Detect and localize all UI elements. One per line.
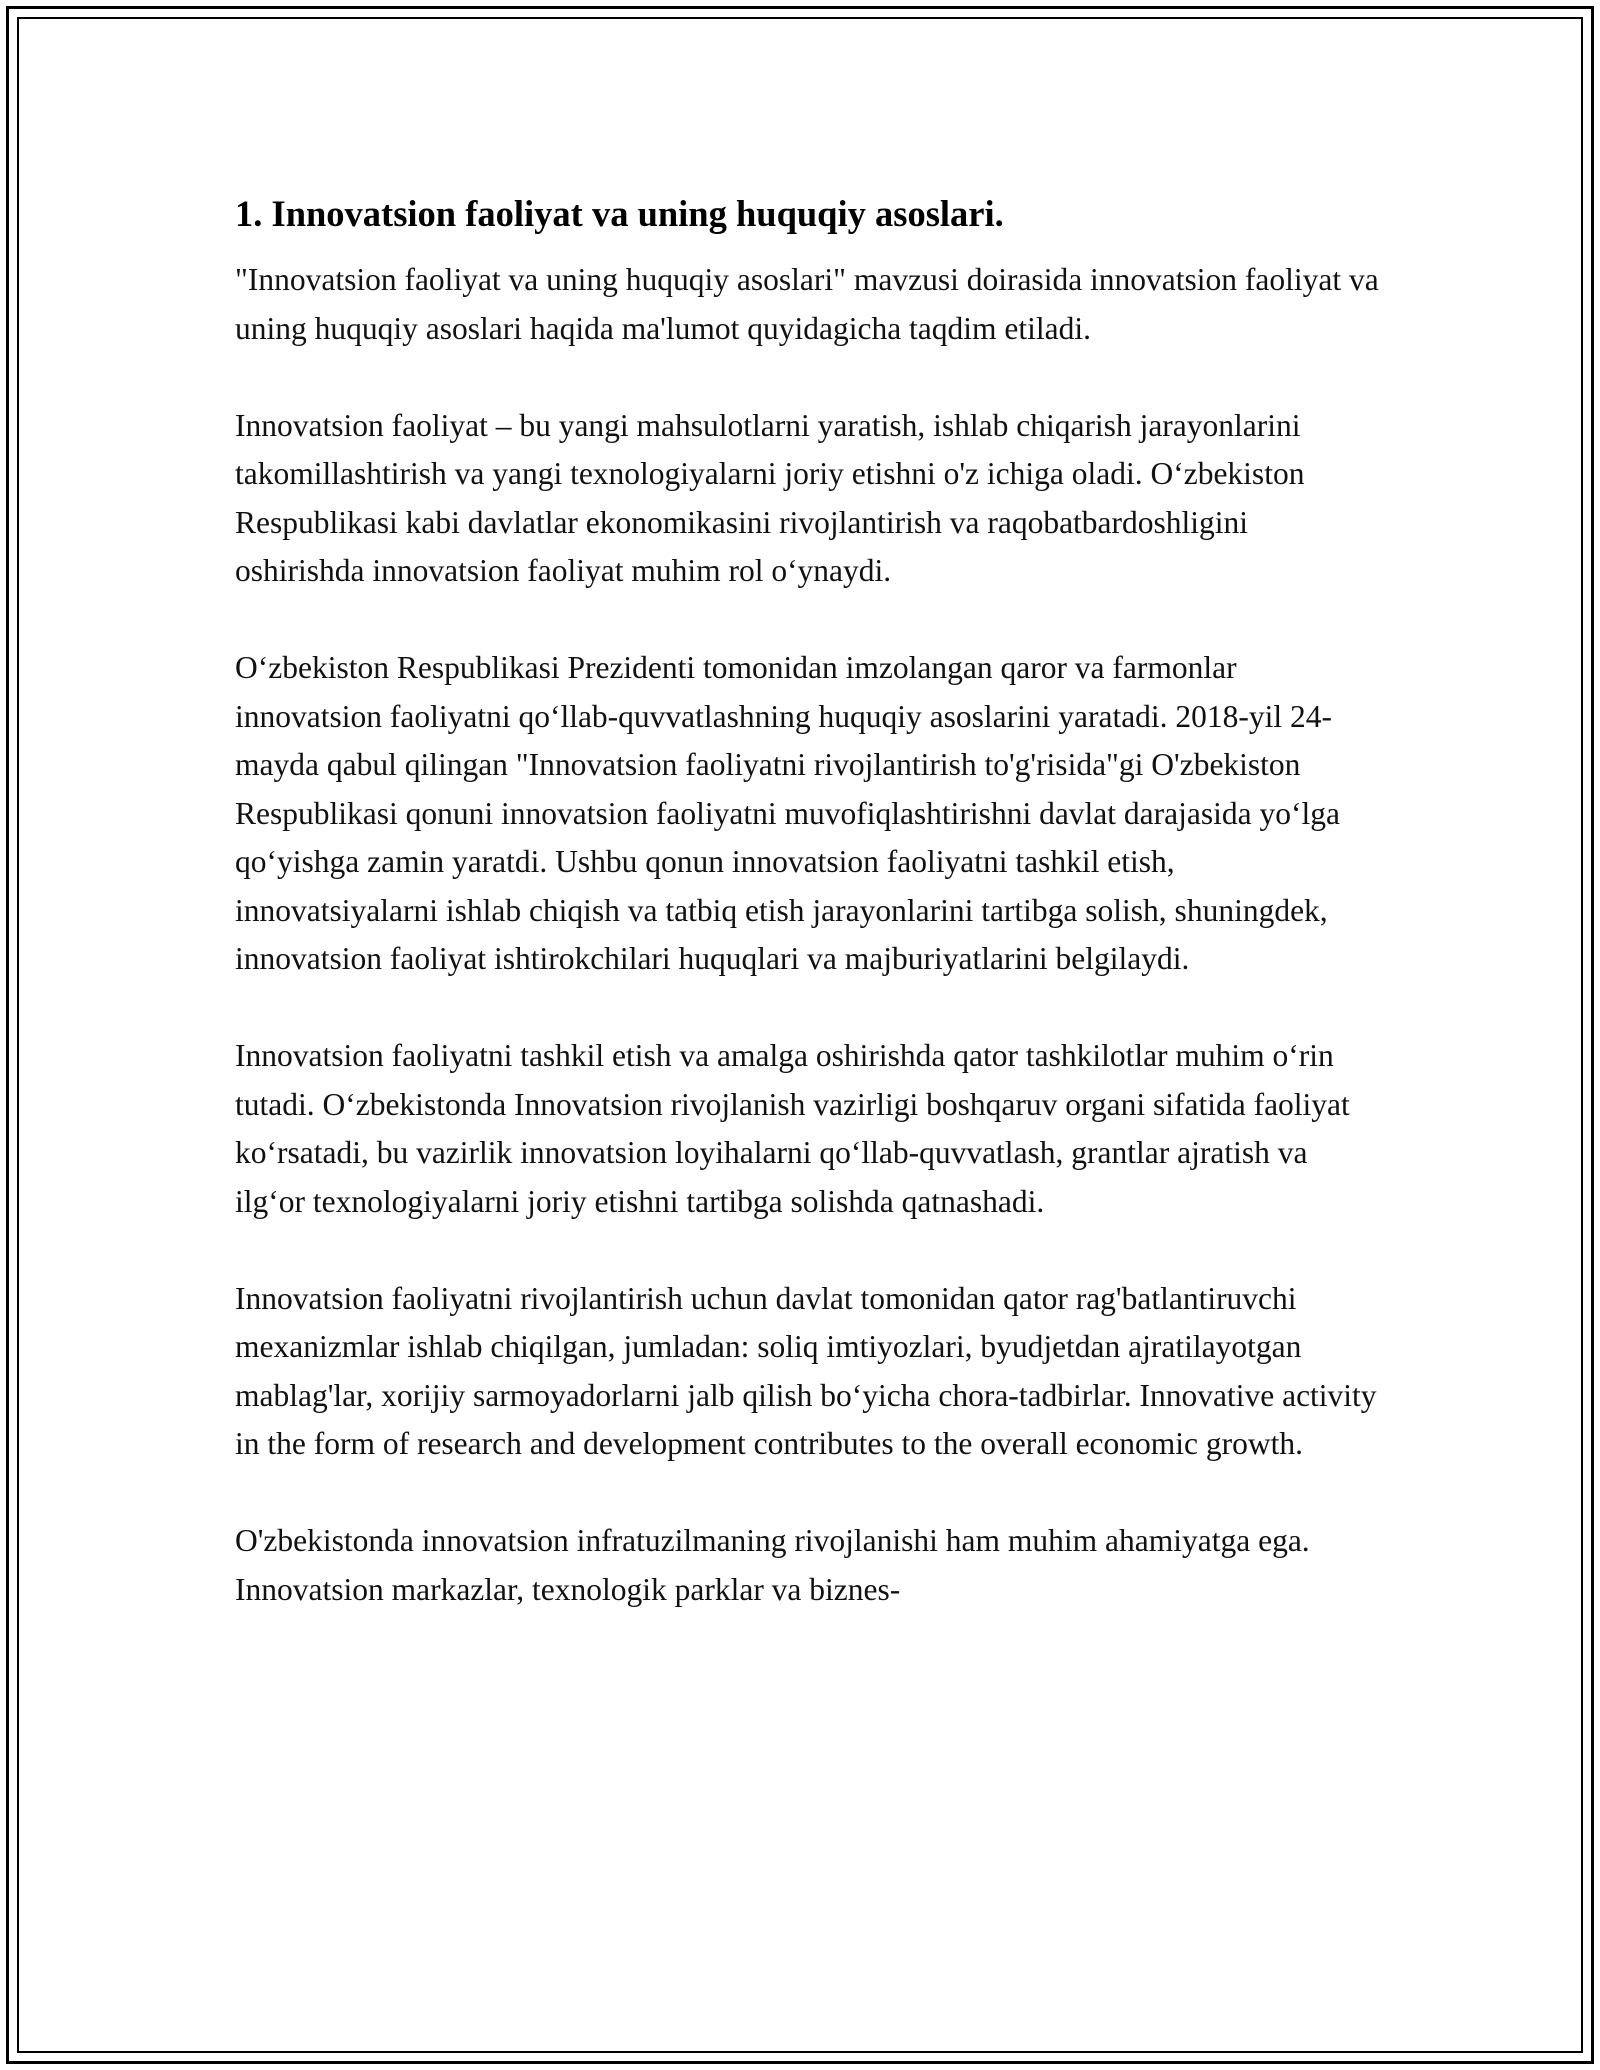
paragraph-intro: "Innovatsion faoliyat va uning huquqiy asoslari" mavzusi doirasida innovatsion faoliyat va uning huquqiy asoslari haqida ma'lumot quyidagicha taqdim etiladi.	[235, 262, 1379, 346]
paragraph-definition: Innovatsion faoliyat – bu yangi mahsulotlarni yaratish, ishlab chiqarish jarayonlarini takomillashtirish va yangi texnologiyalarni joriy etishni o'z ichiga oladi. O‘zbekiston Respublikasi kabi davlatlar ekonomikasini rivojlantirish va raqobatbardoshligini oshirishda innovatsion faoliyat muhim rol o‘ynaydi.	[235, 407, 1305, 588]
paragraph-infrastructure: O'zbekistonda innovatsion infratuzilmaning rivojlanishi ham muhim ahamiyatga ega. Innovatsion markazlar, texnologik parklar va biznes-	[235, 1523, 1310, 1607]
document-body	[235, 188, 1385, 1663]
section-heading: 1. Innovatsion faoliyat va uning huquqiy asoslari.	[235, 193, 1004, 234]
paragraph-organizations: Innovatsion faoliyatni tashkil etish va amalga oshirishda qator tashkilotlar muhim o‘rin tutadi. O‘zbekistonda Innovatsion rivojlanish vazirligi boshqaruv organi sifatida faoliyat ko‘rsatadi, bu vazirlik innovatsion loyihalarni qo‘llab-quvvatlash, grantlar ajratish va ilg‘or texnologiyalarni joriy etishni tartibga solishda qatnashadi.	[235, 1038, 1350, 1219]
paragraph-incentives: Innovatsion faoliyatni rivojlantirish uchun davlat tomonidan qator rag'batlantiruvchi mexanizmlar ishlab chiqilgan, jumladan: soliq imtiyozlari, byudjetdan ajratilayotgan mablag'lar, xorijiy sarmoyadorlarni jalb qilish bo‘yicha chora-tadbirlar. Innovative activity in the form of research and development contributes to the overall economic growth.	[235, 1280, 1377, 1461]
paragraph-legal-basis: O‘zbekiston Respublikasi Prezidenti tomonidan imzolangan qaror va farmonlar innovatsion faoliyatni qo‘llab-quvvatlashning huquqiy asoslarini yaratadi. 2018-yil 24-mayda qabul qilingan "Innovatsion faoliyatni rivojlantirish to'g'risida"gi O'zbekiston Respublikasi qonuni innovatsion faoliyatni muvofiqlashtirishni davlat darajasida yo‘lga qo‘yishga zamin yaratdi. Ushbu qonun innovatsion faoliyatni tashkil etish, innovatsiyalarni ishlab chiqish va tatbiq etish jarayonlarini tartibga solish, shuningdek, innovatsion faoliyat ishtirokchilari huquqlari va majburiyatlarini belgilaydi.	[235, 650, 1340, 976]
